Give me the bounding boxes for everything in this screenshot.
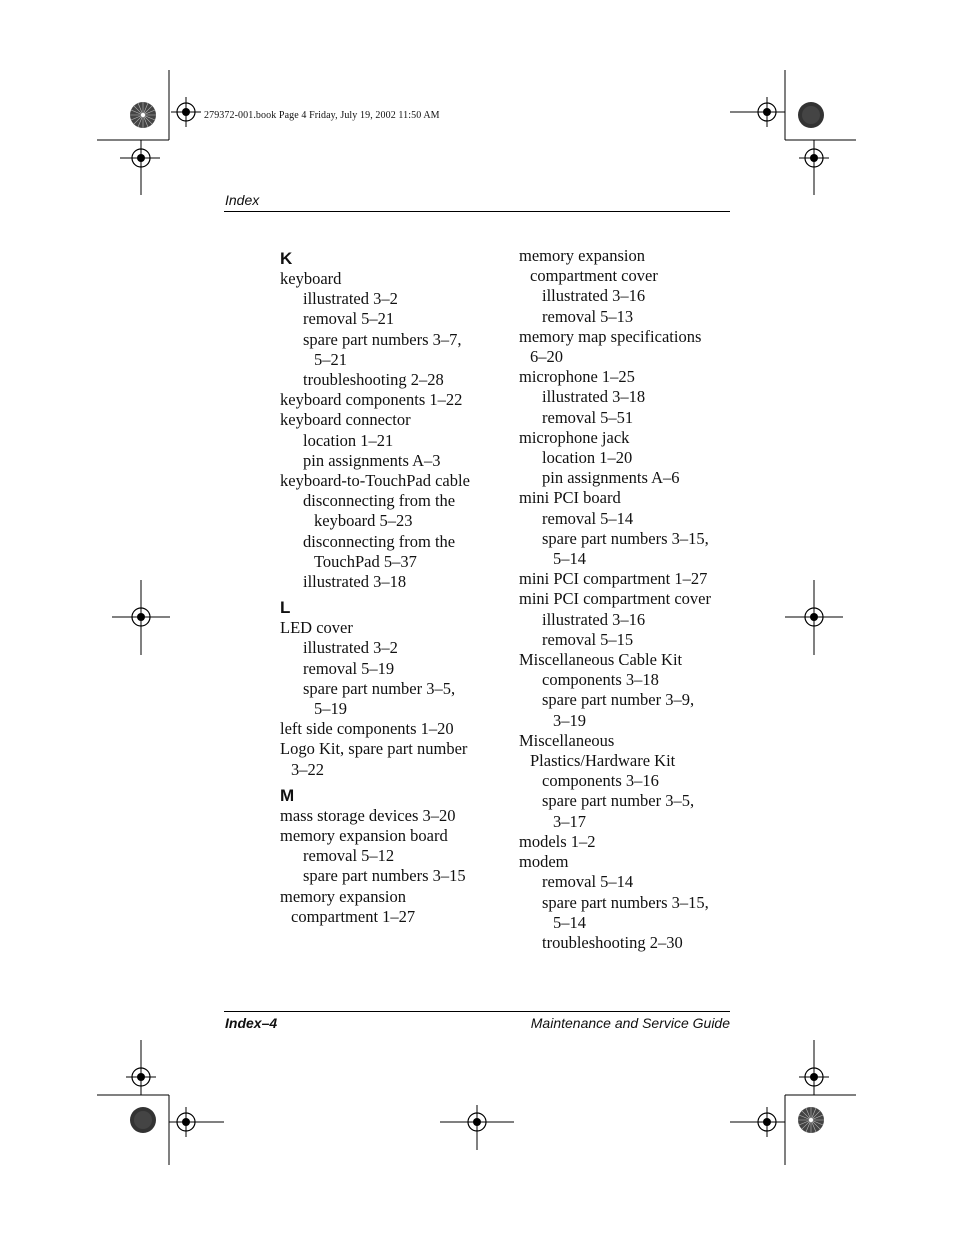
index-subentry: components 3–18	[542, 670, 659, 690]
index-subentry: disconnecting from the	[303, 531, 456, 551]
index-entry: models 1–2	[519, 831, 596, 851]
index-subentry: troubleshooting 2–30	[542, 932, 683, 952]
index-entry: mass storage devices 3–20	[280, 805, 456, 825]
index-entry-continuation: Plastics/Hardware Kit	[530, 751, 676, 771]
index-column-left	[280, 246, 500, 927]
registration-starburst-icon	[798, 1107, 824, 1133]
index-subentry: spare part number 3–5,	[542, 791, 695, 811]
index-subentry: illustrated 3–2	[303, 638, 398, 658]
index-subentry: illustrated 3–2	[303, 289, 398, 309]
index-entry: keyboard	[280, 269, 342, 288]
index-subentry-continuation: 5–14	[553, 912, 586, 932]
index-entry: mini PCI compartment cover	[519, 589, 711, 609]
index-subentry: location 1–21	[303, 430, 394, 450]
index-subentry-continuation: TouchPad 5–37	[314, 551, 417, 571]
index-subentry-continuation: 5–21	[314, 349, 347, 369]
index-entry: left side components 1–20	[280, 719, 454, 739]
registration-solid-icon	[798, 102, 824, 128]
index-entry: LED cover	[280, 618, 353, 638]
index-subentry: spare part number 3–5,	[303, 678, 456, 698]
index-entry: memory expansion	[519, 246, 646, 265]
index-subentry: pin assignments A–6	[542, 468, 680, 488]
running-head: Index	[225, 192, 260, 208]
index-entry: Miscellaneous	[519, 730, 615, 750]
index-subentry-continuation: 3–19	[553, 710, 586, 730]
footer-rule	[224, 1011, 730, 1012]
index-entry: keyboard components 1–22	[280, 390, 463, 410]
index-subentry-continuation: 3–17	[553, 811, 586, 831]
index-subentry: illustrated 3–18	[303, 572, 407, 592]
index-entry: mini PCI compartment 1–27	[519, 569, 708, 589]
index-entry-continuation: compartment 1–27	[291, 906, 416, 926]
index-subentry: spare part numbers 3–15	[303, 866, 466, 886]
index-subentry-continuation: keyboard 5–23	[314, 511, 413, 531]
index-subentry: disconnecting from the	[303, 491, 456, 511]
index-letter-heading: K	[280, 249, 293, 268]
registration-solid-icon	[130, 1107, 156, 1133]
index-subentry: spare part numbers 3–15,	[542, 528, 709, 548]
index-subentry: removal 5–14	[542, 508, 634, 528]
footer-page-number: Index–4	[225, 1015, 278, 1031]
index-subentry: spare part number 3–9,	[542, 690, 695, 710]
index-entry: memory expansion board	[280, 826, 448, 846]
index-subentry: illustrated 3–16	[542, 609, 646, 629]
registration-target-icon	[171, 97, 201, 127]
index-entry: memory expansion	[280, 886, 407, 906]
index-column-right	[519, 246, 739, 953]
index-entry: Logo Kit, spare part number	[280, 739, 468, 759]
index-entry: modem	[519, 852, 569, 872]
index-entry: microphone 1–25	[519, 367, 635, 387]
index-entry: Miscellaneous Cable Kit	[519, 650, 683, 670]
index-subentry: components 3–16	[542, 771, 659, 791]
index-subentry: troubleshooting 2–28	[303, 370, 444, 390]
header-rule	[224, 211, 730, 212]
index-subentry: removal 5–13	[542, 306, 634, 326]
index-entry: mini PCI board	[519, 488, 621, 508]
index-entry: microphone jack	[519, 427, 630, 447]
index-subentry: removal 5–51	[542, 407, 634, 427]
index-subentry: removal 5–15	[542, 629, 634, 649]
index-entry: keyboard connector	[280, 410, 411, 430]
index-subentry: location 1–20	[542, 448, 633, 468]
index-subentry: removal 5–12	[303, 846, 395, 866]
footer-book-title: Maintenance and Service Guide	[530, 1015, 730, 1031]
index-subentry: spare part numbers 3–7,	[303, 329, 462, 349]
index-entry-continuation: 3–22	[291, 759, 324, 779]
index-entry: memory map specifications	[519, 326, 702, 346]
index-subentry: removal 5–21	[303, 309, 395, 329]
index-subentry: illustrated 3–18	[542, 387, 646, 407]
index-subentry-continuation: 5–19	[314, 699, 347, 719]
index-letter-heading: M	[280, 785, 295, 805]
index-entry: keyboard-to-TouchPad cable	[280, 471, 470, 491]
print-slug-line: 279372-001.book Page 4 Friday, July 19, 2002 11:50 AM	[204, 110, 440, 121]
index-subentry: removal 5–19	[303, 658, 395, 678]
index-subentry-continuation: 5–14	[553, 549, 586, 569]
index-letter-heading: L	[280, 598, 291, 618]
index-subentry: illustrated 3–16	[542, 286, 646, 306]
index-subentry: pin assignments A–3	[303, 450, 441, 470]
registration-starburst-icon	[130, 102, 156, 128]
index-subentry: spare part numbers 3–15,	[542, 892, 709, 912]
index-subentry: removal 5–14	[542, 872, 634, 892]
index-entry-continuation: compartment cover	[530, 266, 658, 286]
index-entry-continuation: 6–20	[530, 347, 563, 367]
